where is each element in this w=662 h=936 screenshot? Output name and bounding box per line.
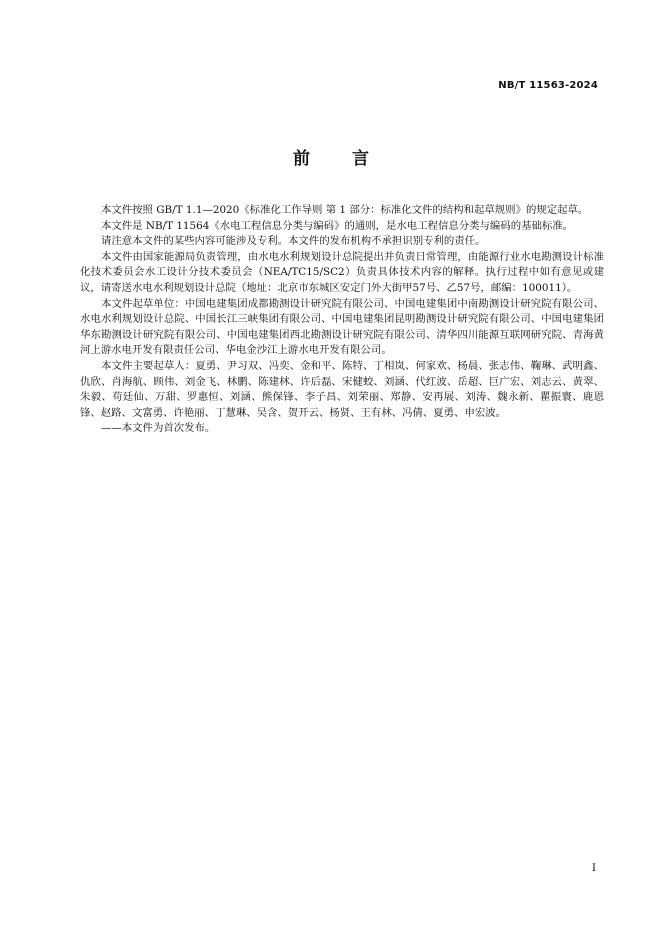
foreword-body — [80, 203, 604, 437]
paragraph-management: 本文件由国家能源局负责管理，由水电水利规划设计总院提出并负责日常管理，由能源行业水电勘测设计标准化技术委员会水工设计分技术委员会（NEA/TC15/SC2）负责具体技术内容的解释。执行过程中如有意见或建议，请寄送水电水利规划设计总院（地址：北京市东城区安定门外大街甲57号、乙57号，邮编：100011）。 — [80, 250, 604, 294]
page-title: 前言 — [293, 149, 411, 169]
paragraph-first-release: ——本文件为首次发布。 — [101, 422, 216, 435]
paragraph-drafting-units: 本文件起草单位：中国电建集团成都勘测设计研究院有限公司、中国电建集团中南勘测设计研究院有限公司、水电水利规划设计总院、中国长江三峡集团有限公司、中国电建集团昆明勘测设计研究院有限公司、中国电建集团华东勘测设计研究院有限公司、中国电建集团西北勘测设计研究院有限公司、清华四川能源互联网研究院、青海黄河上游水电开发有限责任公司、华电金沙江上游水电开发有限公司。 — [80, 297, 604, 357]
paragraph-drafters: 本文件主要起草人：夏勇、尹习双、冯奕、金和平、陈特、丁相岚、何家欢、杨晨、张志伟、鞠琳、武明鑫、仇欣、肖海航、顾伟、刘金飞、林鹏、陈建林、许后磊、宋健蛟、刘涵、代红波、岳超、巨广宏、刘志云、黄翠、朱毅、苟廷仙、万甜、罗惠恒、刘涵、熊保锋、李子昌、刘荣丽、郑静、安再展、刘涛、魏永新、瞿振寰、鹿恩锋、赵路、文富勇、许艳丽、丁慧琳、吴含、贺开云、杨贤、王有林、冯倩、夏勇、申宏波。 — [80, 359, 604, 419]
paragraph-patent-notice: 请注意本文件的某些内容可能涉及专利。本文件的发布机构不承担识别专利的责任。 — [101, 235, 486, 248]
paragraph-general-rules: 本文件是 NB/T 11564《水电工程信息分类与编码》的通则，是水电工程信息分类与编码的基础标准。 — [101, 219, 574, 232]
paragraph-drafting-rules: 本文件按照 GB/T 1.1—2020《标准化工作导则 第 1 部分：标准化文件的结构和起草规则》的规定起草。 — [101, 204, 589, 216]
page-number: I — [592, 863, 596, 874]
document-code: NB/T 11563-2024 — [498, 80, 598, 91]
